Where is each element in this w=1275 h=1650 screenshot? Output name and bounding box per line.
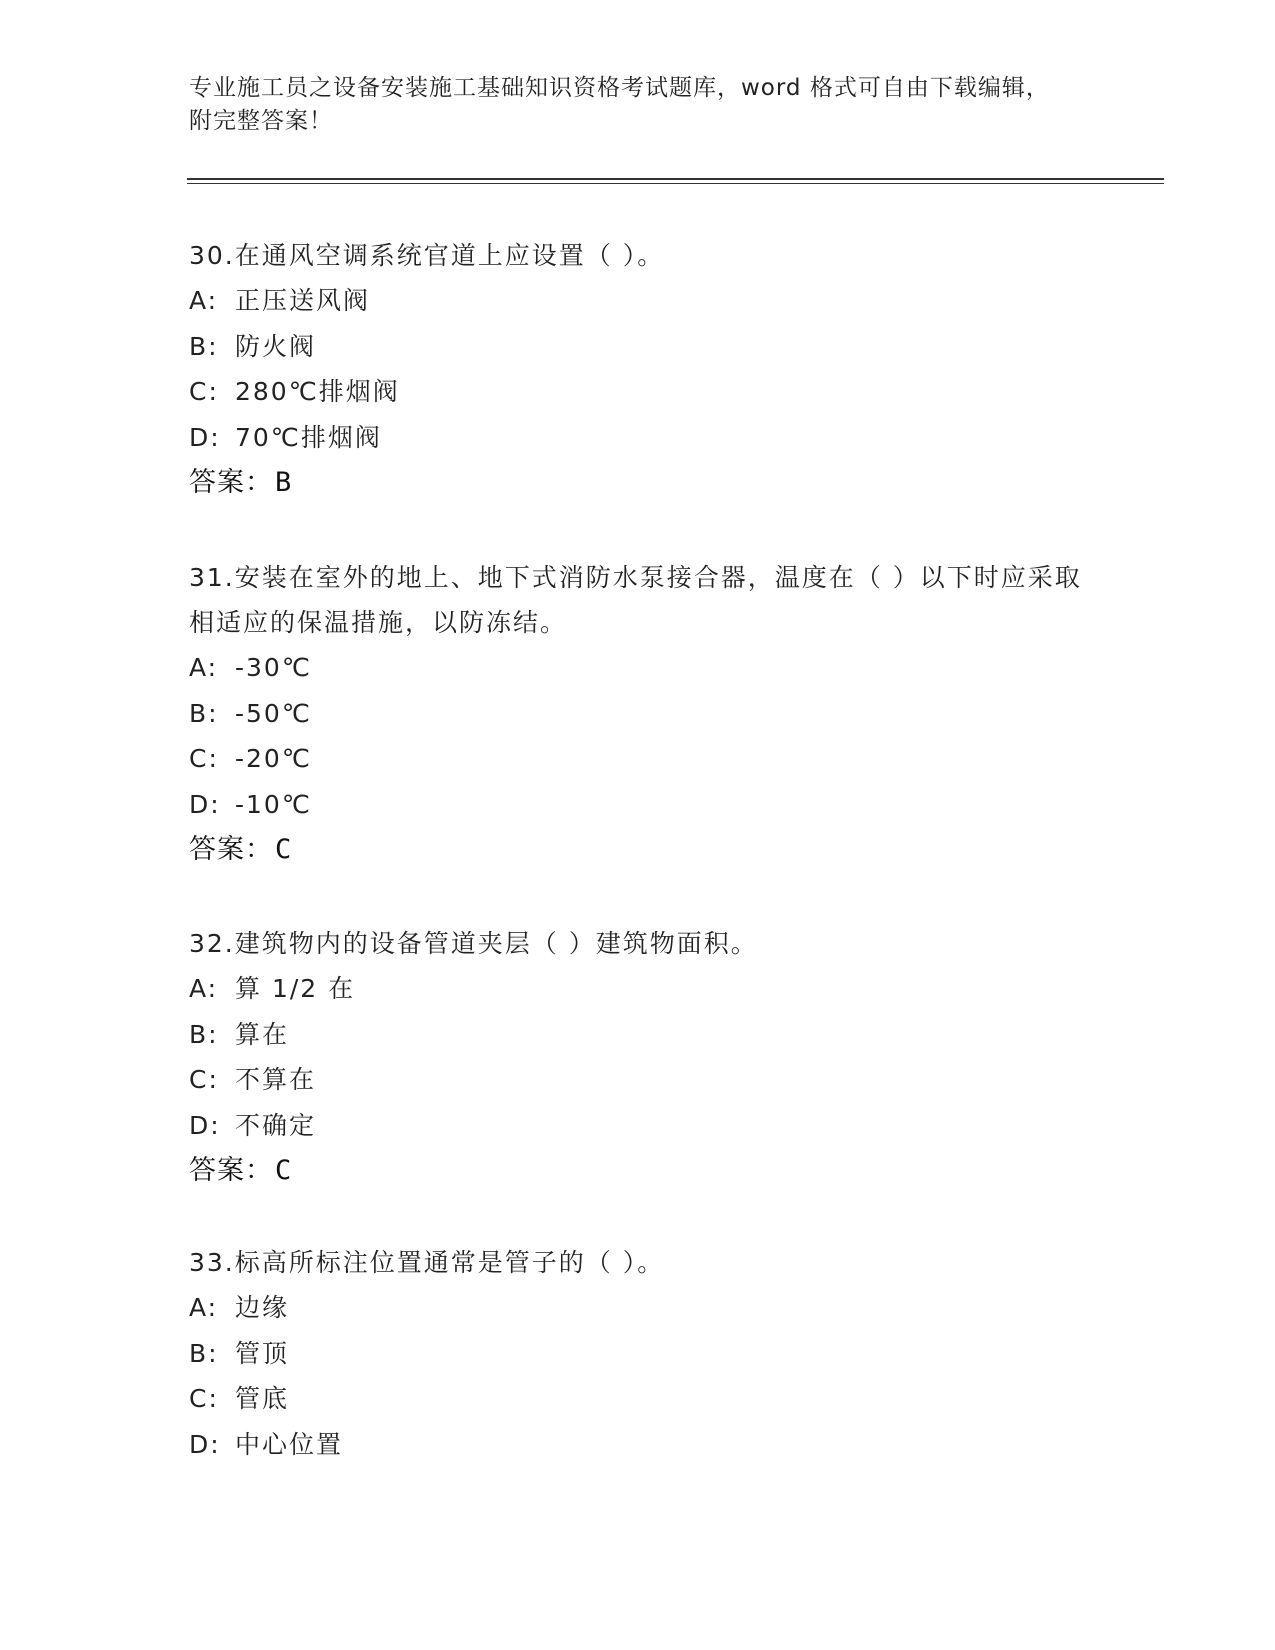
option-text: 不确定 xyxy=(235,1110,317,1140)
option-text: 算 1/2 在 xyxy=(235,974,356,1003)
header-line-1: 专业施工员之设备安装施工基础知识资格考试题库，word 格式可自由下载编辑， xyxy=(189,75,1050,101)
option-text: 280℃排烟阀 xyxy=(235,377,400,406)
option-c xyxy=(189,1057,1089,1103)
option-text: 边缘 xyxy=(235,1293,290,1322)
option-letter: C: xyxy=(189,744,219,773)
option-letter: A: xyxy=(189,653,219,682)
option-d xyxy=(189,782,1089,828)
question-text: 30.在通风空调系统官道上应设置（ ）。 xyxy=(189,241,665,270)
option-a xyxy=(189,278,1089,324)
document-header xyxy=(189,72,1089,138)
option-a xyxy=(189,1285,1089,1331)
option-letter: A: xyxy=(189,974,219,1003)
answer-label: 答案： xyxy=(189,467,273,498)
option-text: 中心位置 xyxy=(235,1429,344,1459)
answer-value: B xyxy=(275,467,293,498)
option-letter: D: xyxy=(189,1110,221,1140)
option-b xyxy=(189,691,1089,737)
option-text: 管顶 xyxy=(235,1338,290,1368)
option-text: 70℃排烟阀 xyxy=(235,422,382,452)
answer-label: 答案： xyxy=(189,1155,273,1186)
option-text: 防火阀 xyxy=(235,331,317,361)
header-divider-thin xyxy=(187,183,1164,184)
option-letter: B: xyxy=(189,698,219,728)
question-33 xyxy=(189,1240,1089,1467)
option-a xyxy=(189,966,1089,1012)
option-c xyxy=(189,369,1089,415)
option-b xyxy=(189,324,1089,370)
option-text: 不算在 xyxy=(235,1065,317,1094)
option-text: -10℃ xyxy=(235,789,312,819)
answer-value: C xyxy=(275,1155,293,1186)
option-text: -50℃ xyxy=(235,698,312,728)
answer-label: 答案： xyxy=(189,834,273,865)
option-text: 正压送风阀 xyxy=(235,286,371,315)
option-text: -20℃ xyxy=(235,744,312,773)
option-c xyxy=(189,1376,1089,1422)
question-31 xyxy=(189,555,1089,873)
question-text: 31.安装在室外的地上、地下式消防水泵接合器，温度在（ ）以下时应采取相适应的保温措施，以防冻结。 xyxy=(189,563,1082,637)
option-c xyxy=(189,736,1089,782)
answer-line xyxy=(189,1148,1089,1194)
answer-value: C xyxy=(275,834,293,865)
header-divider-thick xyxy=(187,178,1164,180)
option-letter: B: xyxy=(189,1019,219,1049)
option-b xyxy=(189,1012,1089,1058)
option-letter: C: xyxy=(189,1384,219,1413)
option-letter: B: xyxy=(189,1338,219,1368)
option-a xyxy=(189,645,1089,691)
option-d xyxy=(189,1422,1089,1468)
option-b xyxy=(189,1331,1089,1377)
option-d xyxy=(189,1103,1089,1149)
question-text: 32.建筑物内的设备管道夹层（ ）建筑物面积。 xyxy=(189,929,758,958)
question-30 xyxy=(189,233,1089,506)
option-letter: A: xyxy=(189,286,219,315)
option-letter: C: xyxy=(189,377,219,406)
question-text: 33.标高所标注位置通常是管子的（ ）。 xyxy=(189,1248,665,1277)
option-text: 算在 xyxy=(235,1019,290,1049)
option-letter: D: xyxy=(189,422,221,452)
option-text: 管底 xyxy=(235,1384,290,1413)
answer-line xyxy=(189,460,1089,506)
header-line-2: 附完整答案！ xyxy=(189,108,333,134)
option-letter: D: xyxy=(189,1429,221,1459)
option-text: -30℃ xyxy=(235,653,312,682)
option-letter: D: xyxy=(189,789,221,819)
option-d xyxy=(189,415,1089,461)
option-letter: A: xyxy=(189,1293,219,1322)
option-letter: B: xyxy=(189,331,219,361)
answer-line xyxy=(189,827,1089,873)
question-32 xyxy=(189,921,1089,1194)
option-letter: C: xyxy=(189,1065,219,1094)
